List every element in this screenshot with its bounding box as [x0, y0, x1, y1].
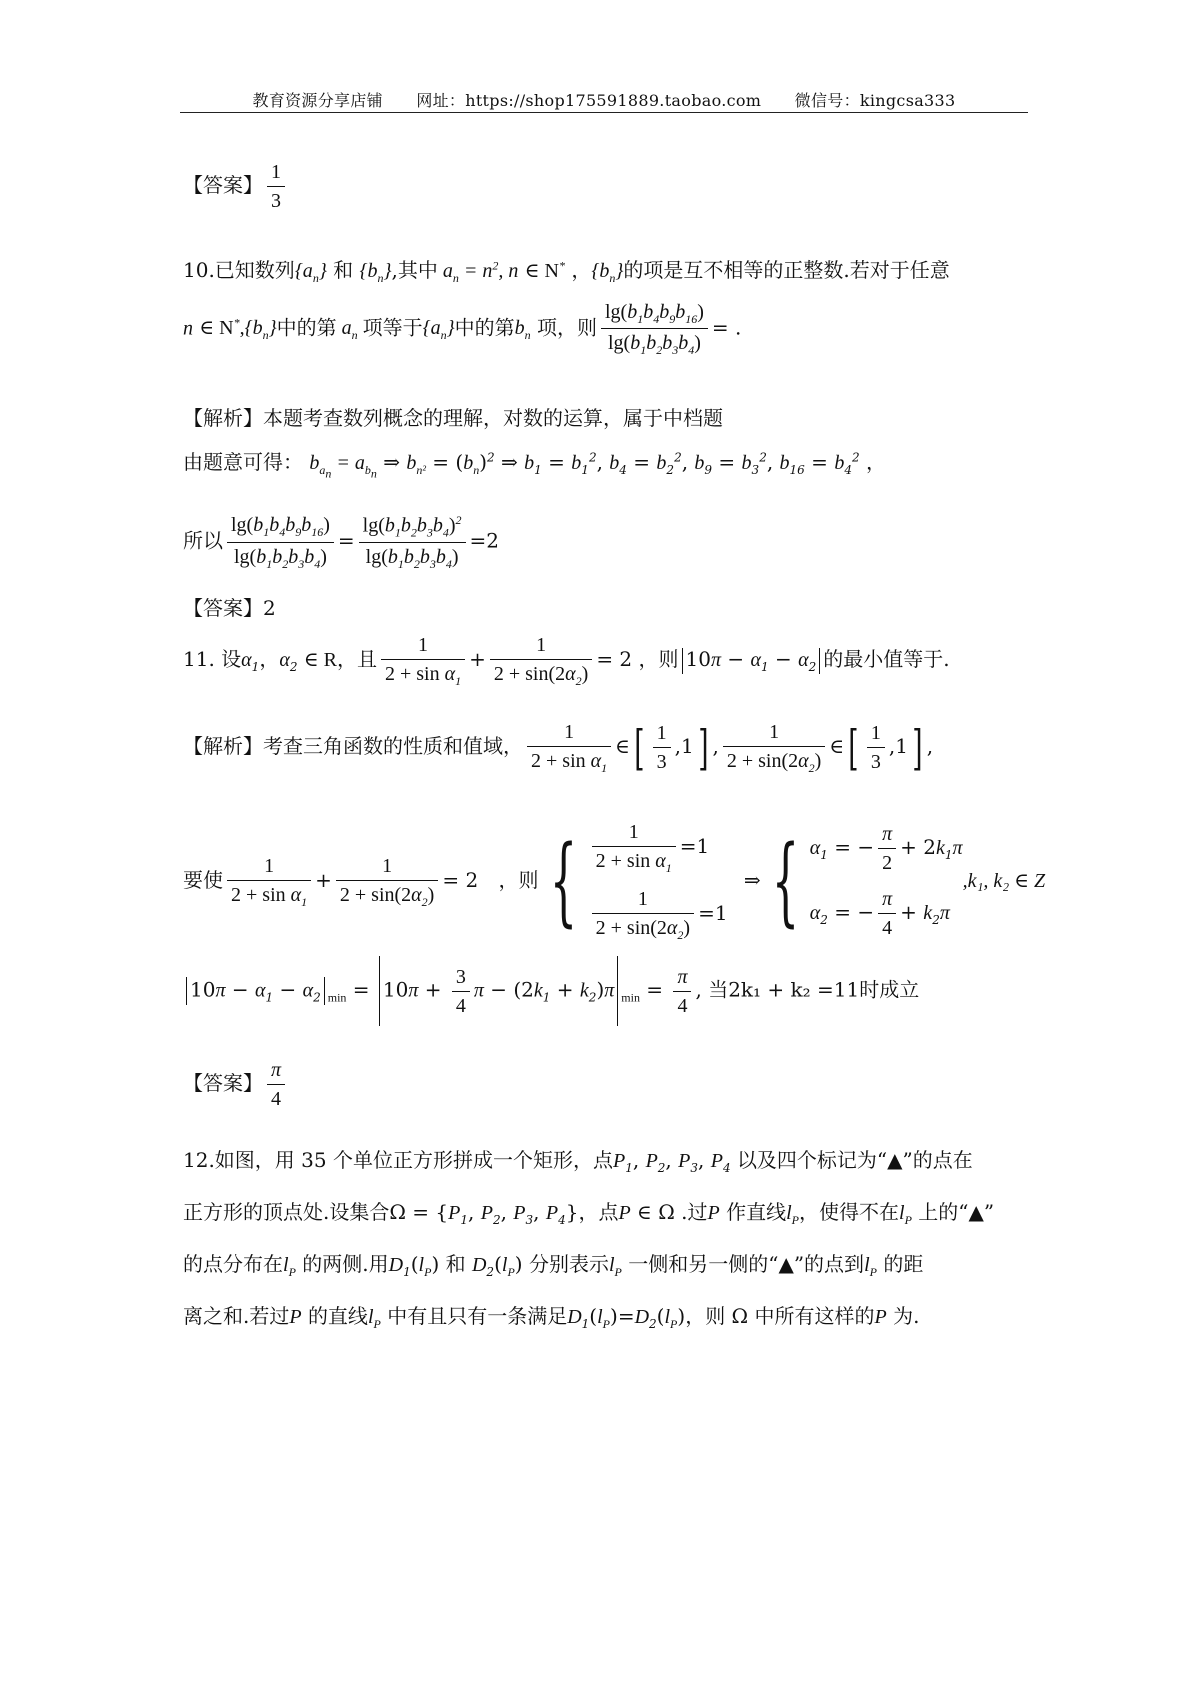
q10-line1: 10.已知数列$\{a_n\}$ 和 $\{b_n\}$,其中 $a_n = n^2$, n ∈ N* ，$\{b_n\}$的项是互不相等的正整数.若对于任意 — [183, 258, 950, 285]
q11-system: 要使 $\frac{1}{2 + \sin \alpha_1}$ + $\frac{1}{2 + \sin(2\alpha_2)}$ = 2 ，则 { $\frac{1}{2 + \sin \alpha_1}$ =1 $\frac{1}{2 + \sin(2\alpha_2)}$ =1 ⇒ { $\alpha_1$ = − $\frac{\pi}{2}$ + $2k_1\pi$ $\alpha_2$ = − $\frac{\pi}{4}$ + $k_2\pi$ ,k₁, k₂ ∈ Z — [183, 821, 1046, 943]
page-header — [180, 88, 1028, 111]
q11-question: 11. 设$\alpha_1$，$\alpha_2$ ∈ R，且 $\frac{1}{2 + \sin \alpha_1}$ + $\frac{1}{2 + \sin(2\alpha_2)}$ = 2 ，则 $10\pi - \alpha_1 - \alpha_2$ 的最小值等于. — [183, 634, 950, 688]
q11-answer: 【答案】 $\frac{\pi}{4}$ — [183, 1058, 289, 1111]
q12-line2: 正方形的顶点处.设集合$\Omega = \{P_1$, $P_2$, $P_3$, $P_4$}，点P ∈ Ω .过P 作直线$l_P$，使得不在$l_P$ 上的“▲” — [183, 1200, 995, 1227]
q11-minimum: $10\pi - \alpha_1 - \alpha_2$ $_{min}$ = 10π + $\frac{3}{4}$ $\pi - (2k_1 + k_2)\pi$ $_{min}$ = $\frac{\pi}{4}$ , 当2k₁ + k₂ =11时成立 — [183, 956, 919, 1026]
header-rule — [180, 112, 1028, 113]
answer-fraction: $\frac{1}{3}$ — [267, 160, 285, 213]
answer-label: 【答案】 — [183, 173, 263, 197]
q10-answer: 【答案】2 — [183, 596, 276, 620]
header-shop: 教育资源分享店铺 — [252, 91, 383, 110]
q10-derivation: 由题意可得： $b_{a_n} = a_{b_n}$ ⇒ $b_{n^2} = (b_n)^2$ ⇒ $b_1 = b_1^2$, $b_4 = b_2^2$, $b_9 = b_3^2$, $b_{16} = b_4^2$ ， — [183, 450, 886, 481]
header-wechat: 微信号：kingcsa333 — [794, 91, 956, 110]
header-site: 网址：https://shop175591889.taobao.com — [416, 91, 762, 110]
q10-line2: n ∈ $N^*,\{b_n\}$中的第 $a_n$ 项等于$\{a_n\}$中的第$b_n$ 项，则 $\frac{\lg(b_1b_4b_9b_{16})}{\lg(b_1b_2b_3b_4)}$ = . — [183, 301, 742, 358]
q12-line4: 离之和.若过P 的直线$l_P$ 中有且只有一条满足$D_1(l_P)=D_2(l_P)$，则 Ω 中所有这样的P 为. — [183, 1304, 920, 1331]
q10-analysis: 【解析】本题考查数列概念的理解，对数的运算，属于中档题 — [183, 406, 723, 430]
q9-answer — [183, 160, 289, 213]
q12-line3: 的点分布在$l_P$ 的两侧.用$D_1(l_P)$ 和 $D_2(l_P)$ 分别表示$l_P$ 一侧和另一侧的“▲”的点到$l_P$ 的距 — [183, 1252, 924, 1279]
q11-analysis: 【解析】考查三角函数的性质和值域， $\frac{1}{2 + \sin \alpha_1}$ ∈[ $\frac{1}{3}$ ,1] , $\frac{1}{2 + \sin(2\alpha_2)}$ ∈[ $\frac{1}{3}$ ,1] , — [183, 719, 934, 776]
q12-line1: 12.如图，用 35 个单位正方形拼成一个矩形，点$P_1$, $P_2$, $P_3$, $P_4$ 以及四个标记为“▲”的点在 — [183, 1148, 973, 1175]
q10-conclusion: 所以 $\frac{\lg(b_1b_4b_9b_{16})}{\lg(b_1b_2b_3b_4)}$ = $\frac{\lg(b_1b_2b_3b_4)^2}{\lg(b_1b_2b_3b_4)}$ =2 — [183, 513, 500, 572]
